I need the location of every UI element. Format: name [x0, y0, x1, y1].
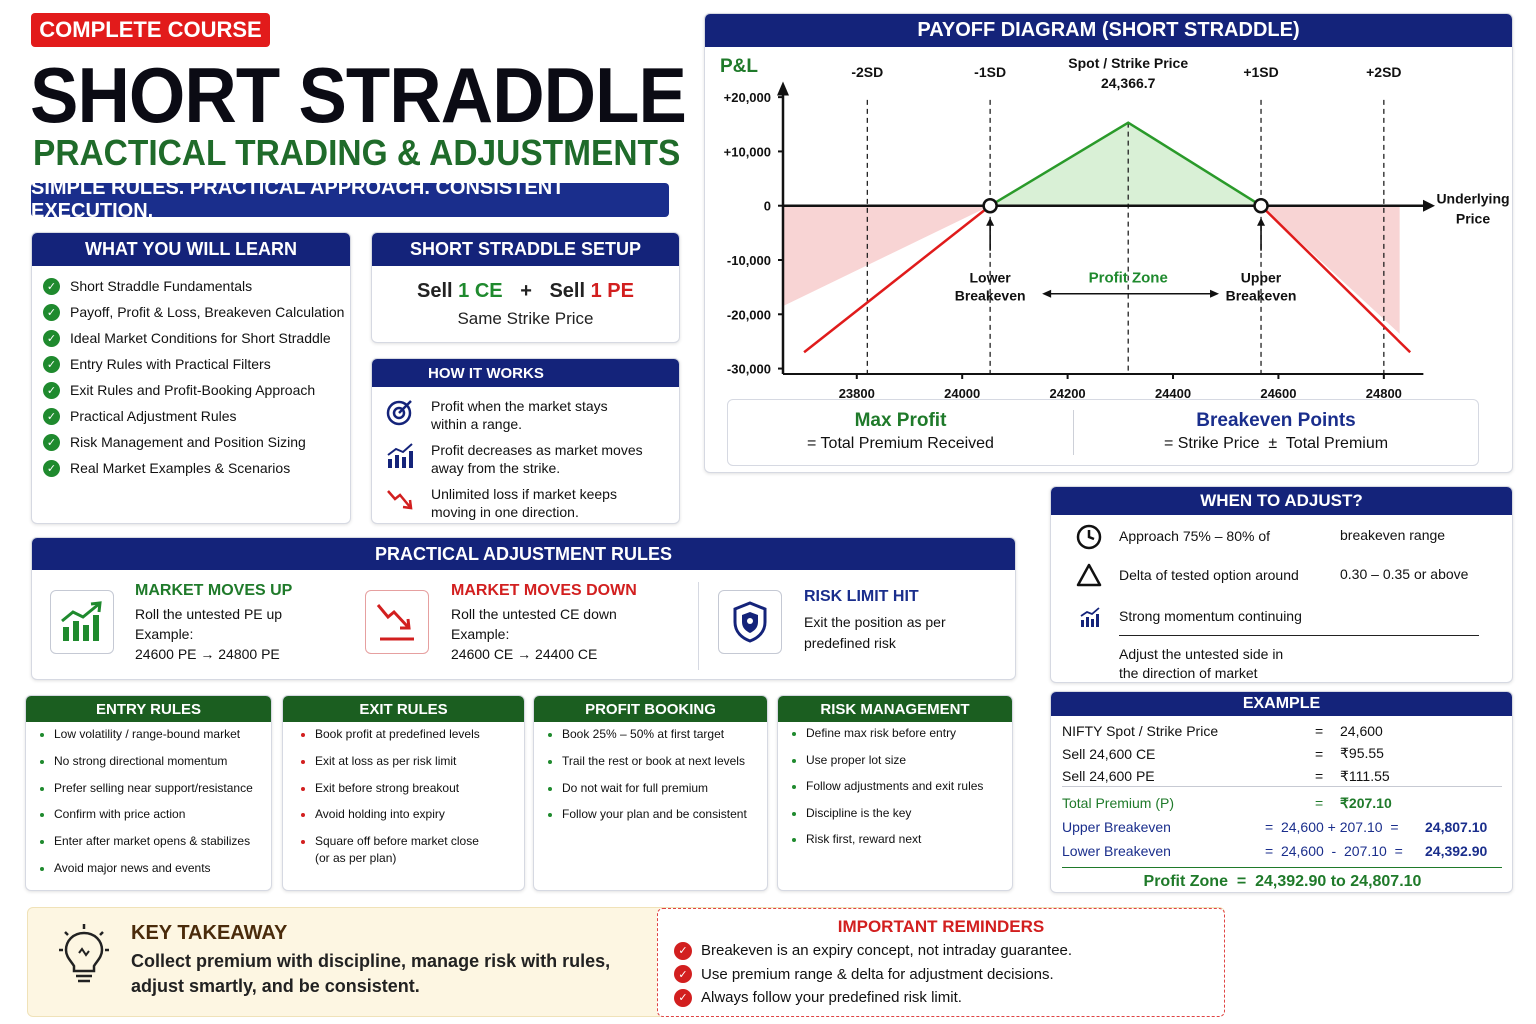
- breakeven-point: [984, 199, 997, 212]
- example-row-value: 24,600: [1340, 723, 1383, 740]
- how-header: HOW IT WORKS: [372, 359, 679, 387]
- bullet-icon: [548, 813, 552, 817]
- learn-card: [31, 232, 351, 524]
- shield-icon: [730, 600, 770, 644]
- check-icon: ✓: [43, 304, 60, 321]
- entry-item-label: Prefer selling near support/resistance: [54, 780, 253, 795]
- upper-row: [1062, 816, 1487, 839]
- risk-text-1: Exit the position as per: [804, 614, 946, 630]
- call-qty: 1: [458, 280, 470, 302]
- upper-label: Upper Breakeven: [1062, 819, 1171, 836]
- reminders-list: [658, 937, 1224, 1010]
- profit-zone-line: Profit Zone = 24,392.90 to 24,807.10: [1143, 873, 1422, 890]
- list-item: [43, 325, 350, 351]
- x-tick-label: 23800: [838, 386, 875, 401]
- down-icon-box: [365, 590, 429, 654]
- when-r4a: Adjust the untested side in: [1119, 646, 1284, 662]
- learn-item-label: Risk Management and Position Sizing: [70, 434, 306, 450]
- list-item: [38, 726, 271, 753]
- strike-value: 24,366.7: [1100, 75, 1156, 91]
- max-profit-block: [728, 400, 1073, 465]
- bullet-icon: [301, 733, 305, 737]
- bullet-icon: [792, 785, 796, 789]
- example-header: EXAMPLE: [1051, 692, 1512, 716]
- when-header: WHEN TO ADJUST?: [1051, 487, 1512, 515]
- x-tick-label: 24200: [1049, 386, 1086, 401]
- bullet-icon: [40, 733, 44, 737]
- sd-label: -1SD: [974, 64, 1007, 80]
- bullet-icon: [792, 838, 796, 842]
- booking-card: [533, 695, 768, 891]
- x-tick-label: 24600: [1260, 386, 1297, 401]
- booking-item-label: Trail the rest or book at next levels: [562, 753, 745, 768]
- sell-label-1: Sell: [417, 280, 453, 302]
- upper-value: 24,807.10: [1425, 819, 1488, 836]
- how-card: [371, 358, 680, 524]
- down-text: Roll the untested CE down: [451, 606, 617, 622]
- how-item: [385, 441, 646, 477]
- list-item: [43, 351, 350, 377]
- check-icon: ✓: [43, 356, 60, 373]
- check-icon: ✓: [43, 278, 60, 295]
- clock-icon: [1075, 523, 1103, 551]
- example-row: [1062, 765, 1512, 788]
- bullet-icon: [40, 787, 44, 791]
- adjust-card: [31, 537, 1016, 680]
- list-item: [546, 780, 767, 807]
- sd-label: +2SD: [1366, 64, 1402, 80]
- reminder-label: Breakeven is an expiry concept, not intraday guarantee.: [701, 942, 1073, 960]
- exit-item-label: Exit before strong breakout: [315, 780, 460, 795]
- list-item: [299, 726, 524, 753]
- risk-item-label: Define max risk before entry: [806, 726, 957, 740]
- trend-up-icon: [59, 601, 105, 643]
- list-item: [43, 273, 350, 299]
- page-subtitle: PRACTICAL TRADING & ADJUSTMENTS: [33, 132, 681, 173]
- booking-list: [534, 722, 767, 833]
- breakeven-arrowhead: [986, 218, 994, 226]
- page-title: SHORT STRADDLE: [30, 51, 686, 139]
- setup-formula: [372, 280, 679, 303]
- example-rows: [1051, 716, 1512, 788]
- how-text-2: Profit decreases as market moves away from the strike.: [431, 442, 643, 476]
- list-item: [790, 831, 1012, 858]
- list-item: [299, 753, 524, 780]
- learn-item-label: Entry Rules with Practical Filters: [70, 356, 271, 372]
- entry-list: [26, 722, 271, 887]
- reminder-label: Use premium range & delta for adjustment decisions.: [701, 965, 1054, 983]
- plus-sign: +: [520, 280, 532, 302]
- breakeven-block: [1074, 400, 1478, 465]
- sell-label-2: Sell: [549, 280, 586, 302]
- breakeven-title: Breakeven Points: [1196, 410, 1356, 431]
- exit-item-label: Square off before market close (or as per plan): [315, 834, 479, 866]
- bullet-icon: [792, 759, 796, 763]
- bullet-icon: [301, 813, 305, 817]
- when-rule-line: [1119, 635, 1479, 636]
- learn-item-label: Real Market Examples & Scenarios: [70, 460, 291, 476]
- check-icon: ✓: [674, 965, 692, 983]
- payoff-card: [704, 13, 1513, 473]
- put-leg: PE: [607, 280, 634, 302]
- check-icon: ✓: [43, 382, 60, 399]
- when-r2a: Delta of tested option around: [1119, 567, 1299, 583]
- risk-text-2: predefined risk: [804, 635, 896, 651]
- trend-down-icon: [374, 599, 420, 645]
- learn-item-label: Payoff, Profit & Loss, Breakeven Calculation: [70, 304, 345, 320]
- risk-item-label: Use proper lot size: [806, 752, 907, 767]
- y-tick-label: -20,000: [726, 307, 771, 323]
- y-axis-arrow: [777, 82, 789, 96]
- bullet-icon: [40, 840, 44, 844]
- risk-item-label: Risk first, reward next: [806, 832, 922, 846]
- down-example-value: 24600 CE → 24400 CE: [451, 646, 598, 662]
- up-example-value: 24600 PE → 24800 PE: [135, 646, 280, 662]
- reminders-title: IMPORTANT REMINDERS: [837, 917, 1045, 936]
- trend-down-icon: [385, 485, 415, 515]
- sd-label: +1SD: [1243, 64, 1279, 80]
- booking-item-label: Do not wait for full premium: [562, 780, 709, 795]
- lower-value: 24,392.90: [1425, 843, 1488, 860]
- max-profit-text: = Total Premium Received: [807, 435, 994, 452]
- bullet-icon: [40, 760, 44, 764]
- total-eq: =: [1315, 795, 1324, 812]
- payoff-summary: [727, 399, 1479, 466]
- exit-item-label: Exit at loss as per risk limit: [315, 753, 457, 768]
- booking-header: PROFIT BOOKING: [534, 696, 767, 722]
- tagline-banner: SIMPLE RULES. PRACTICAL APPROACH. CONSISTENT EXECUTION.: [31, 183, 669, 217]
- reminder-item: [674, 939, 1224, 963]
- y-axis-label: P&L: [720, 56, 758, 77]
- profit-zone-arrowhead-left: [1042, 290, 1051, 298]
- lower-row: [1062, 840, 1487, 863]
- put-qty: 1: [590, 280, 602, 302]
- adjust-divider: [698, 582, 699, 670]
- learn-header: WHAT YOU WILL LEARN: [32, 233, 350, 266]
- upper-breakeven-label-2: Breakeven: [1225, 287, 1297, 304]
- example-row-value: ₹95.55: [1340, 745, 1384, 762]
- risk-card: [777, 695, 1013, 891]
- upper-calc: = 24,600 + 207.10 =: [1265, 819, 1399, 836]
- list-item: [790, 805, 1012, 832]
- reminder-item: [674, 986, 1224, 1010]
- up-text: Roll the untested PE up: [135, 606, 283, 622]
- entry-item-label: No strong directional momentum: [54, 753, 228, 768]
- exit-header: EXIT RULES: [283, 696, 524, 722]
- setup-header: SHORT STRADDLE SETUP: [372, 233, 679, 266]
- lower-breakeven-label: Lower: [969, 269, 1011, 286]
- sd-label: -2SD: [851, 64, 884, 80]
- breakeven-text: = Strike Price ± Total Premium: [1163, 435, 1389, 452]
- takeaway-text-2: adjust smartly, and be consistent.: [131, 976, 420, 996]
- list-item: [43, 403, 350, 429]
- learn-item-label: Practical Adjustment Rules: [70, 408, 237, 424]
- up-example-label: Example:: [135, 626, 194, 642]
- list-item: [299, 780, 524, 807]
- when-r2b: 0.30 – 0.35 or above: [1340, 566, 1469, 582]
- exit-item-label: Avoid holding into expiry: [315, 807, 445, 822]
- entry-item-label: Enter after market opens & stabilizes: [54, 834, 251, 849]
- underlying-label-2: Price: [1455, 210, 1491, 227]
- list-item: [38, 753, 271, 780]
- risk-item-label: Follow adjustments and exit rules: [806, 779, 984, 793]
- example-divider-2: [1062, 867, 1502, 868]
- y-tick-label: +20,000: [723, 90, 771, 106]
- example-row-eq: =: [1315, 723, 1324, 740]
- check-icon: ✓: [43, 434, 60, 451]
- check-icon: ✓: [674, 942, 692, 960]
- risk-icon-box: [718, 590, 782, 654]
- lower-breakeven-label-2: Breakeven: [954, 287, 1026, 304]
- learn-list: [32, 266, 350, 481]
- down-title: MARKET MOVES DOWN: [451, 582, 637, 599]
- up-block: [135, 582, 292, 662]
- example-row-label: Sell 24,600 PE: [1062, 768, 1155, 785]
- list-item: [546, 726, 767, 753]
- risk-title: RISK LIMIT HIT: [804, 588, 919, 605]
- profit-zone-label: Profit Zone: [1088, 269, 1168, 287]
- lower-label: Lower Breakeven: [1062, 843, 1171, 860]
- how-text-3: Unlimited loss if market keeps moving in one direction.: [431, 486, 617, 520]
- how-text-1: Profit when the market stays within a range.: [431, 398, 608, 432]
- entry-item-label: Confirm with price action: [54, 807, 186, 822]
- strike-label: Spot / Strike Price: [1068, 55, 1189, 71]
- bullet-icon: [40, 813, 44, 817]
- risk-block: [804, 588, 946, 651]
- warning-icon: [1076, 563, 1102, 587]
- booking-item-label: Follow your plan and be consistent: [562, 807, 747, 822]
- booking-item-label: Book 25% – 50% at first target: [562, 727, 725, 741]
- takeaway-text-1: Collect premium with discipline, manage risk with rules,: [131, 951, 611, 971]
- risk-list: [778, 722, 1012, 858]
- bullet-icon: [301, 760, 305, 764]
- example-row-value: ₹111.55: [1340, 767, 1390, 784]
- list-item: [38, 806, 271, 833]
- entry-header: ENTRY RULES: [26, 696, 271, 722]
- learn-item-label: Short Straddle Fundamentals: [70, 278, 253, 294]
- momentum-icon: [1079, 606, 1101, 628]
- entry-item-label: Avoid major news and events: [54, 860, 211, 875]
- example-row: [1062, 743, 1512, 766]
- check-icon: ✓: [43, 408, 60, 425]
- entry-card: [25, 695, 272, 891]
- reminder-label: Always follow your predefined risk limit.: [701, 989, 962, 1007]
- example-row-label: NIFTY Spot / Strike Price: [1062, 723, 1219, 740]
- check-icon: ✓: [43, 330, 60, 347]
- exit-list: [283, 722, 524, 867]
- y-tick-label: -30,000: [726, 361, 771, 377]
- risk-item-label: Discipline is the key: [806, 805, 912, 820]
- y-tick-label: -10,000: [726, 253, 771, 268]
- list-item: [43, 377, 350, 403]
- reminder-item: [674, 963, 1224, 987]
- course-badge: COMPLETE COURSE: [31, 13, 270, 47]
- check-icon: ✓: [43, 460, 60, 477]
- bullet-icon: [548, 787, 552, 791]
- target-icon: [385, 397, 415, 427]
- breakeven-point: [1255, 199, 1268, 212]
- profit-area: [990, 123, 1261, 206]
- when-r1a: Approach 75% – 80% of: [1119, 528, 1270, 544]
- when-r1b: breakeven range: [1340, 527, 1446, 543]
- up-icon-box: [50, 590, 114, 654]
- reminders-card: [657, 908, 1225, 1017]
- list-item: [38, 860, 271, 887]
- payoff-header: PAYOFF DIAGRAM (SHORT STRADDLE): [705, 14, 1512, 47]
- bullet-icon: [792, 812, 796, 816]
- bullet-icon: [548, 760, 552, 764]
- bullet-icon: [301, 787, 305, 791]
- setup-note: Same Strike Price: [457, 309, 594, 328]
- list-item: [299, 806, 524, 833]
- list-item: [38, 780, 271, 807]
- down-example-label: Example:: [451, 626, 510, 642]
- list-item: [43, 455, 350, 481]
- adjust-header: PRACTICAL ADJUSTMENT RULES: [32, 538, 1015, 570]
- learn-item-label: Ideal Market Conditions for Short Straddle: [70, 330, 331, 346]
- payoff-chart: [705, 47, 1514, 407]
- x-tick-label: 24000: [944, 386, 981, 401]
- y-tick-label: 0: [763, 198, 771, 214]
- total-value: ₹207.10: [1340, 794, 1392, 811]
- when-r4b: the direction of market: [1119, 665, 1258, 681]
- call-leg: CE: [474, 280, 503, 302]
- lightbulb-icon: [56, 923, 112, 987]
- x-tick-label: 24800: [1365, 386, 1402, 401]
- how-item: [385, 397, 646, 433]
- entry-item-label: Low volatility / range-bound market: [54, 727, 241, 741]
- upper-breakeven-label: Upper: [1240, 269, 1282, 286]
- x-axis-arrow: [1423, 200, 1435, 212]
- lower-calc: = 24,600 - 207.10 =: [1265, 843, 1403, 860]
- exit-card: [282, 695, 525, 891]
- example-divider: [1062, 786, 1502, 787]
- takeaway-title: KEY TAKEAWAY: [131, 922, 288, 944]
- bullet-icon: [792, 732, 796, 736]
- profit-zone-arrowhead-right: [1210, 290, 1219, 298]
- example-row-eq: =: [1315, 768, 1324, 785]
- y-tick-label: +10,000: [723, 144, 771, 160]
- how-item: [385, 485, 646, 521]
- exit-item-label: Book profit at predefined levels: [315, 727, 480, 741]
- list-item: [38, 833, 271, 860]
- check-icon: ✓: [674, 989, 692, 1007]
- list-item: [43, 299, 350, 325]
- when-card: [1050, 486, 1513, 683]
- bullet-icon: [301, 840, 305, 844]
- setup-card: [371, 232, 680, 343]
- list-item: [790, 778, 1012, 805]
- example-row: [1062, 720, 1512, 743]
- total-label: Total Premium (P): [1062, 795, 1175, 812]
- list-item: [546, 806, 767, 833]
- example-row-label: Sell 24,600 CE: [1062, 745, 1156, 762]
- when-r3: Strong momentum continuing: [1119, 608, 1302, 624]
- underlying-label: Underlying: [1436, 190, 1510, 207]
- max-profit-title: Max Profit: [854, 410, 947, 431]
- example-row-eq: =: [1315, 745, 1324, 762]
- x-tick-label: 24400: [1154, 386, 1192, 401]
- example-card: [1050, 691, 1513, 893]
- list-item: [790, 752, 1012, 779]
- list-item: [546, 753, 767, 780]
- bar-chart-icon: [385, 441, 415, 471]
- up-title: MARKET MOVES UP: [135, 582, 293, 599]
- list-item: [299, 833, 524, 867]
- bullet-icon: [548, 733, 552, 737]
- total-row: [1062, 792, 1392, 815]
- list-item: [790, 725, 1012, 752]
- bullet-icon: [40, 867, 44, 871]
- breakeven-arrowhead: [1257, 218, 1265, 226]
- down-block: [451, 582, 637, 662]
- risk-header: RISK MANAGEMENT: [778, 696, 1012, 722]
- list-item: [43, 429, 350, 455]
- learn-item-label: Exit Rules and Profit-Booking Approach: [70, 382, 316, 398]
